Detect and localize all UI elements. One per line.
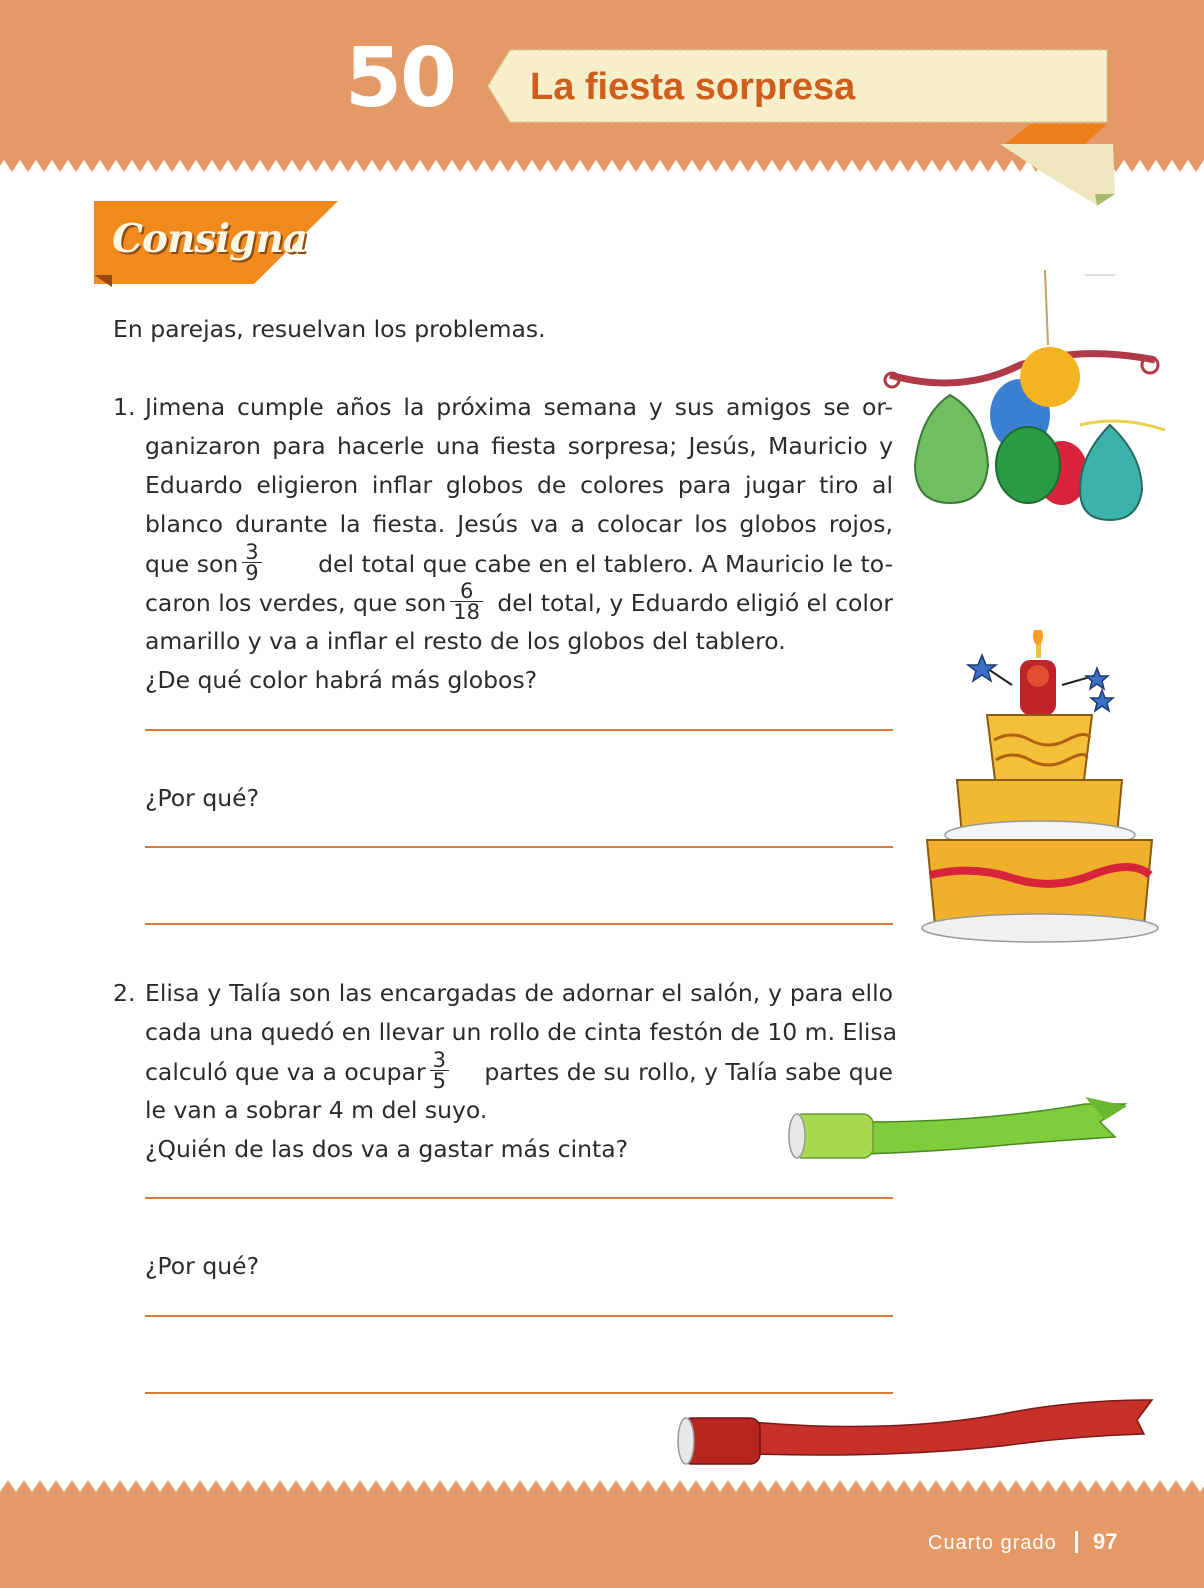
problem-1-line-2: ganizaron para hacerle una fiesta sorpresa; Jesús, Mauricio y [145,432,893,460]
answer-line[interactable] [145,1197,893,1199]
problem-2-line-3 [145,1048,893,1093]
problem-1-question: ¿De qué color habrá más globos? [145,666,538,694]
red-ribbon-illustration [672,1394,1162,1472]
problem-1-line-5-end: del total que cabe en el tablero. A Mauricio le to- [318,550,893,578]
footer-separator [1075,1531,1078,1553]
lesson-number: 50 [345,31,456,126]
fraction-three-fifths [430,1050,449,1091]
section-label: Consigna [112,216,308,262]
instructions: En parejas, resuelvan los problemas. [113,315,546,343]
problem-1-line-6-end: del total, y Eduardo eligió el color [497,589,893,617]
fraction-numerator: 6 [450,581,483,602]
problem-1-line-6 [145,579,893,624]
problem-2-line-1: Elisa y Talía son las encargadas de adornar el salón, y para ello [145,979,893,1007]
birthday-cake-illustration [912,630,1162,950]
problem-2-line-2: cada una quedó en llevar un rollo de cinta festón de 10 m. Elisa [145,1018,898,1046]
problem-2-line-3-end: partes de su rollo, y Talía sabe que [484,1058,893,1086]
problem-1-line-5 [145,540,893,585]
problem-1-line-6-start: caron los verdes, que son [145,589,447,617]
problem-1-line-3: Eduardo eligieron inflar globos de colores para jugar tiro al [145,471,893,499]
page-number: 97 [1093,1529,1118,1554]
fraction-three-ninths [242,542,261,583]
fraction-numerator: 3 [430,1050,449,1071]
fraction-denominator: 18 [453,600,480,624]
problem-1-line-5-start: que son [145,550,239,578]
answer-line[interactable] [145,923,893,925]
problem-2-question: ¿Quién de las dos va a gastar más cinta? [145,1135,629,1163]
balloons-illustration [880,265,1170,535]
problem-1-line-7: amarillo y va a inflar el resto de los globos del tablero. [145,627,786,655]
answer-line[interactable] [145,1315,893,1317]
fraction-denominator: 5 [432,1069,446,1093]
problem-2-line-4: le van a sobrar 4 m del suyo. [145,1096,488,1124]
green-ribbon-illustration [785,1092,1135,1172]
problem-2-why: ¿Por qué? [145,1252,260,1280]
problem-1-why: ¿Por qué? [145,784,260,812]
fraction-numerator: 3 [242,542,261,563]
problem-2-number: 2. [113,979,136,1007]
footer-grade: Cuarto grado [928,1532,1057,1554]
lesson-title: La fiesta sorpresa [530,66,856,108]
problem-1-line-4: blanco durante la fiesta. Jesús va a colocar los globos rojos, [145,510,893,538]
fraction-six-eighteenths [450,581,483,622]
problem-1-line-1: Jimena cumple años la próxima semana y sus amigos se or- [145,393,893,421]
problem-2-line-3-start: calculó que va a ocupar [145,1058,426,1086]
answer-line[interactable] [145,846,893,848]
problem-1-number: 1. [113,393,136,421]
fraction-denominator: 9 [245,561,259,585]
answer-line[interactable] [145,729,893,731]
